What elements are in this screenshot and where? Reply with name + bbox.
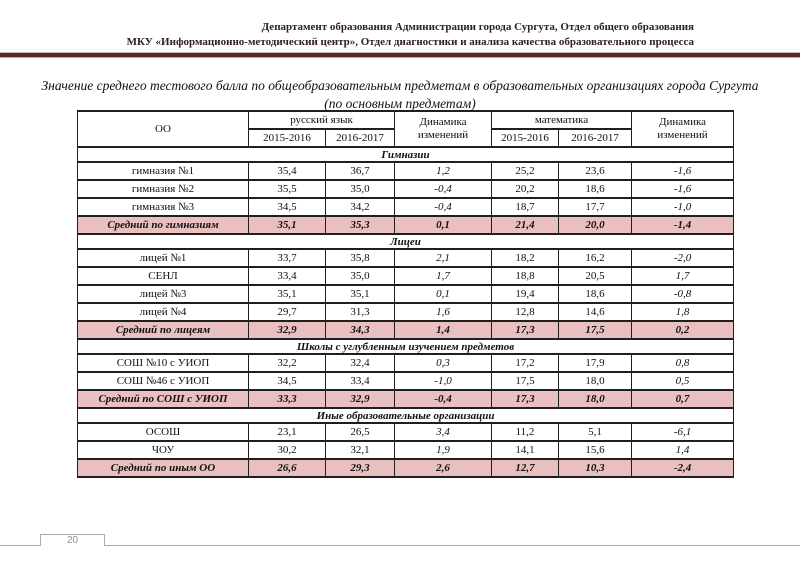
organization-header-line2: МКУ «Информационно-методический центр», Отдел диагностики и анализа качества образовательного процесса xyxy=(126,36,694,48)
russian-2015-2016-cell: 29,7 xyxy=(249,303,326,321)
org-name-cell: лицей №3 xyxy=(78,285,249,303)
org-name-cell: гимназия №3 xyxy=(78,198,249,216)
table-row xyxy=(78,180,734,198)
summary-row xyxy=(78,390,734,408)
math-2016-2017-cell: 17,9 xyxy=(559,354,632,372)
russian-dynamics-cell: 0,1 xyxy=(395,285,492,303)
russian-2015-2016-cell: 26,6 xyxy=(249,459,326,477)
math-dynamics-cell: 1,7 xyxy=(632,267,734,285)
math-2016-2017-cell: 14,6 xyxy=(559,303,632,321)
russian-2015-2016-cell: 35,1 xyxy=(249,216,326,234)
org-name-cell: лицей №1 xyxy=(78,249,249,267)
math-dynamics-cell: -0,8 xyxy=(632,285,734,303)
org-name-cell: СЕНЛ xyxy=(78,267,249,285)
section-header-row xyxy=(78,234,734,249)
section-name-cell: Лицеи xyxy=(78,234,734,249)
page-number: 20 xyxy=(66,535,79,546)
math-dynamics-cell: -1,4 xyxy=(632,216,734,234)
table-row xyxy=(78,354,734,372)
col-header-year1-math: 2015-2016 xyxy=(492,129,559,147)
russian-dynamics-cell: 2,1 xyxy=(395,249,492,267)
russian-2016-2017-cell: 32,1 xyxy=(326,441,395,459)
math-dynamics-cell: -2,0 xyxy=(632,249,734,267)
math-2016-2017-cell: 17,5 xyxy=(559,321,632,339)
math-dynamics-cell: 0,5 xyxy=(632,372,734,390)
russian-2016-2017-cell: 35,8 xyxy=(326,249,395,267)
table-row xyxy=(78,162,734,180)
russian-2016-2017-cell: 32,9 xyxy=(326,390,395,408)
math-2016-2017-cell: 20,5 xyxy=(559,267,632,285)
col-header-dynamics-russian: Динамика изменений xyxy=(395,111,492,147)
scores-table-body xyxy=(78,147,734,477)
math-2016-2017-cell: 18,0 xyxy=(559,390,632,408)
section-name-cell: Гимназии xyxy=(78,147,734,162)
col-header-math: математика xyxy=(492,111,632,129)
org-name-cell: гимназия №1 xyxy=(78,162,249,180)
russian-2016-2017-cell: 35,1 xyxy=(326,285,395,303)
russian-2016-2017-cell: 35,0 xyxy=(326,267,395,285)
section-name-cell: Иные образовательные организации xyxy=(78,408,734,423)
col-header-russian: русский язык xyxy=(249,111,395,129)
russian-2015-2016-cell: 33,4 xyxy=(249,267,326,285)
russian-2016-2017-cell: 29,3 xyxy=(326,459,395,477)
russian-2016-2017-cell: 36,7 xyxy=(326,162,395,180)
section-header-row xyxy=(78,147,734,162)
math-2015-2016-cell: 18,7 xyxy=(492,198,559,216)
org-name-cell: Средний по лицеям xyxy=(78,321,249,339)
russian-2015-2016-cell: 30,2 xyxy=(249,441,326,459)
russian-2015-2016-cell: 35,4 xyxy=(249,162,326,180)
math-2016-2017-cell: 15,6 xyxy=(559,441,632,459)
table-row xyxy=(78,441,734,459)
math-dynamics-cell: 0,7 xyxy=(632,390,734,408)
russian-2015-2016-cell: 34,5 xyxy=(249,198,326,216)
russian-dynamics-cell: 1,4 xyxy=(395,321,492,339)
math-dynamics-cell: -2,4 xyxy=(632,459,734,477)
math-2015-2016-cell: 21,4 xyxy=(492,216,559,234)
org-name-cell: Средний по СОШ с УИОП xyxy=(78,390,249,408)
russian-dynamics-cell: 0,3 xyxy=(395,354,492,372)
organization-header xyxy=(0,20,694,50)
math-dynamics-cell: 1,4 xyxy=(632,441,734,459)
summary-row xyxy=(78,459,734,477)
scores-table-head xyxy=(78,111,734,147)
russian-2015-2016-cell: 32,2 xyxy=(249,354,326,372)
math-2016-2017-cell: 23,6 xyxy=(559,162,632,180)
russian-2015-2016-cell: 35,5 xyxy=(249,180,326,198)
russian-dynamics-cell: -0,4 xyxy=(395,180,492,198)
footer-line xyxy=(0,545,800,546)
math-2015-2016-cell: 25,2 xyxy=(492,162,559,180)
org-name-cell: гимназия №2 xyxy=(78,180,249,198)
section-header-row xyxy=(78,339,734,354)
table-row xyxy=(78,198,734,216)
russian-2016-2017-cell: 35,3 xyxy=(326,216,395,234)
russian-dynamics-cell: 0,1 xyxy=(395,216,492,234)
math-2016-2017-cell: 20,0 xyxy=(559,216,632,234)
math-2015-2016-cell: 11,2 xyxy=(492,423,559,441)
page-title-line2: (по основным предметам) xyxy=(324,96,476,111)
math-2016-2017-cell: 5,1 xyxy=(559,423,632,441)
math-dynamics-cell: -1,6 xyxy=(632,162,734,180)
math-2015-2016-cell: 18,2 xyxy=(492,249,559,267)
table-row xyxy=(78,303,734,321)
math-dynamics-cell: -1,0 xyxy=(632,198,734,216)
russian-2016-2017-cell: 34,3 xyxy=(326,321,395,339)
math-2015-2016-cell: 17,3 xyxy=(492,321,559,339)
math-2015-2016-cell: 17,5 xyxy=(492,372,559,390)
russian-dynamics-cell: 1,7 xyxy=(395,267,492,285)
org-name-cell: ОСОШ xyxy=(78,423,249,441)
page-title xyxy=(0,77,800,113)
math-2015-2016-cell: 20,2 xyxy=(492,180,559,198)
table-row xyxy=(78,249,734,267)
math-2016-2017-cell: 18,6 xyxy=(559,285,632,303)
russian-dynamics-cell: 1,6 xyxy=(395,303,492,321)
russian-2016-2017-cell: 32,4 xyxy=(326,354,395,372)
math-2015-2016-cell: 14,1 xyxy=(492,441,559,459)
math-2016-2017-cell: 10,3 xyxy=(559,459,632,477)
russian-dynamics-cell: 1,2 xyxy=(395,162,492,180)
org-name-cell: лицей №4 xyxy=(78,303,249,321)
russian-2015-2016-cell: 33,7 xyxy=(249,249,326,267)
russian-2016-2017-cell: 31,3 xyxy=(326,303,395,321)
math-2015-2016-cell: 17,3 xyxy=(492,390,559,408)
table-row xyxy=(78,285,734,303)
header-row-1 xyxy=(78,111,734,129)
russian-2015-2016-cell: 23,1 xyxy=(249,423,326,441)
table-row xyxy=(78,267,734,285)
organization-header-line1: Департамент образования Администрации города Сургута, Отдел общего образования xyxy=(261,21,694,33)
page-title-line1: Значение среднего тестового балла по общеобразовательным предметам в образовательных организациях города Сургута xyxy=(41,78,759,93)
russian-2015-2016-cell: 32,9 xyxy=(249,321,326,339)
math-2015-2016-cell: 19,4 xyxy=(492,285,559,303)
russian-dynamics-cell: 1,9 xyxy=(395,441,492,459)
summary-row xyxy=(78,321,734,339)
russian-2016-2017-cell: 35,0 xyxy=(326,180,395,198)
section-name-cell: Школы с углубленным изучением предметов xyxy=(78,339,734,354)
math-dynamics-cell: 0,8 xyxy=(632,354,734,372)
russian-dynamics-cell: 2,6 xyxy=(395,459,492,477)
russian-dynamics-cell: -0,4 xyxy=(395,198,492,216)
math-2016-2017-cell: 18,6 xyxy=(559,180,632,198)
russian-dynamics-cell: -0,4 xyxy=(395,390,492,408)
math-2015-2016-cell: 17,2 xyxy=(492,354,559,372)
section-header-row xyxy=(78,408,734,423)
col-header-year1-russian: 2015-2016 xyxy=(249,129,326,147)
russian-2015-2016-cell: 34,5 xyxy=(249,372,326,390)
russian-2016-2017-cell: 26,5 xyxy=(326,423,395,441)
math-2015-2016-cell: 12,8 xyxy=(492,303,559,321)
russian-2016-2017-cell: 33,4 xyxy=(326,372,395,390)
russian-dynamics-cell: -1,0 xyxy=(395,372,492,390)
org-name-cell: Средний по иным ОО xyxy=(78,459,249,477)
math-2015-2016-cell: 12,7 xyxy=(492,459,559,477)
math-2016-2017-cell: 17,7 xyxy=(559,198,632,216)
russian-2015-2016-cell: 33,3 xyxy=(249,390,326,408)
russian-2015-2016-cell: 35,1 xyxy=(249,285,326,303)
summary-row xyxy=(78,216,734,234)
header-divider-rule xyxy=(0,52,800,58)
table-row xyxy=(78,423,734,441)
col-header-year2-math: 2016-2017 xyxy=(559,129,632,147)
org-name-cell: СОШ №10 с УИОП xyxy=(78,354,249,372)
scores-table xyxy=(77,110,734,478)
table-row xyxy=(78,372,734,390)
math-dynamics-cell: -6,1 xyxy=(632,423,734,441)
math-dynamics-cell: -1,6 xyxy=(632,180,734,198)
math-2016-2017-cell: 18,0 xyxy=(559,372,632,390)
math-dynamics-cell: 0,2 xyxy=(632,321,734,339)
page-number-tab xyxy=(40,534,105,546)
math-2015-2016-cell: 18,8 xyxy=(492,267,559,285)
org-name-cell: Средний по гимназиям xyxy=(78,216,249,234)
rule-edge-bottom xyxy=(0,57,800,58)
col-header-year2-russian: 2016-2017 xyxy=(326,129,395,147)
russian-2016-2017-cell: 34,2 xyxy=(326,198,395,216)
russian-dynamics-cell: 3,4 xyxy=(395,423,492,441)
col-header-dynamics-math: Динамика изменений xyxy=(632,111,734,147)
math-2016-2017-cell: 16,2 xyxy=(559,249,632,267)
org-name-cell: СОШ №46 с УИОП xyxy=(78,372,249,390)
math-dynamics-cell: 1,8 xyxy=(632,303,734,321)
col-header-oo: ОО xyxy=(78,111,249,147)
org-name-cell: ЧОУ xyxy=(78,441,249,459)
